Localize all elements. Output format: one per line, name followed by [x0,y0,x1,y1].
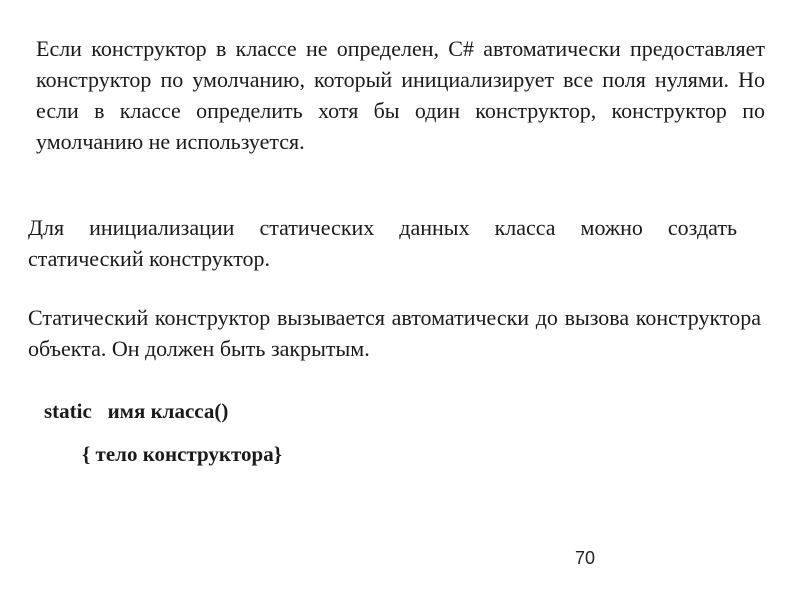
paragraph-static-data: Для инициализации статических данных класса можно создать статический конструктор. [28,215,737,271]
paragraph-static-constructor: Статический конструктор вызывается автоматически до вызова конструктора объекта. Он должен быть закрытым. [28,305,761,361]
paragraph-default-constructor: Если конструктор в классе не определен, C# автоматически предоставляет конструктор по умолчанию, который инициализирует все поля нулями. Но если в классе определить хотя бы один конструктор, конструктор по умолчанию не используется. [36,36,765,154]
page-number: 70 [575,548,596,568]
code-body: { тело конструктора} [82,442,283,466]
code-signature: static имя класса() [44,399,229,423]
